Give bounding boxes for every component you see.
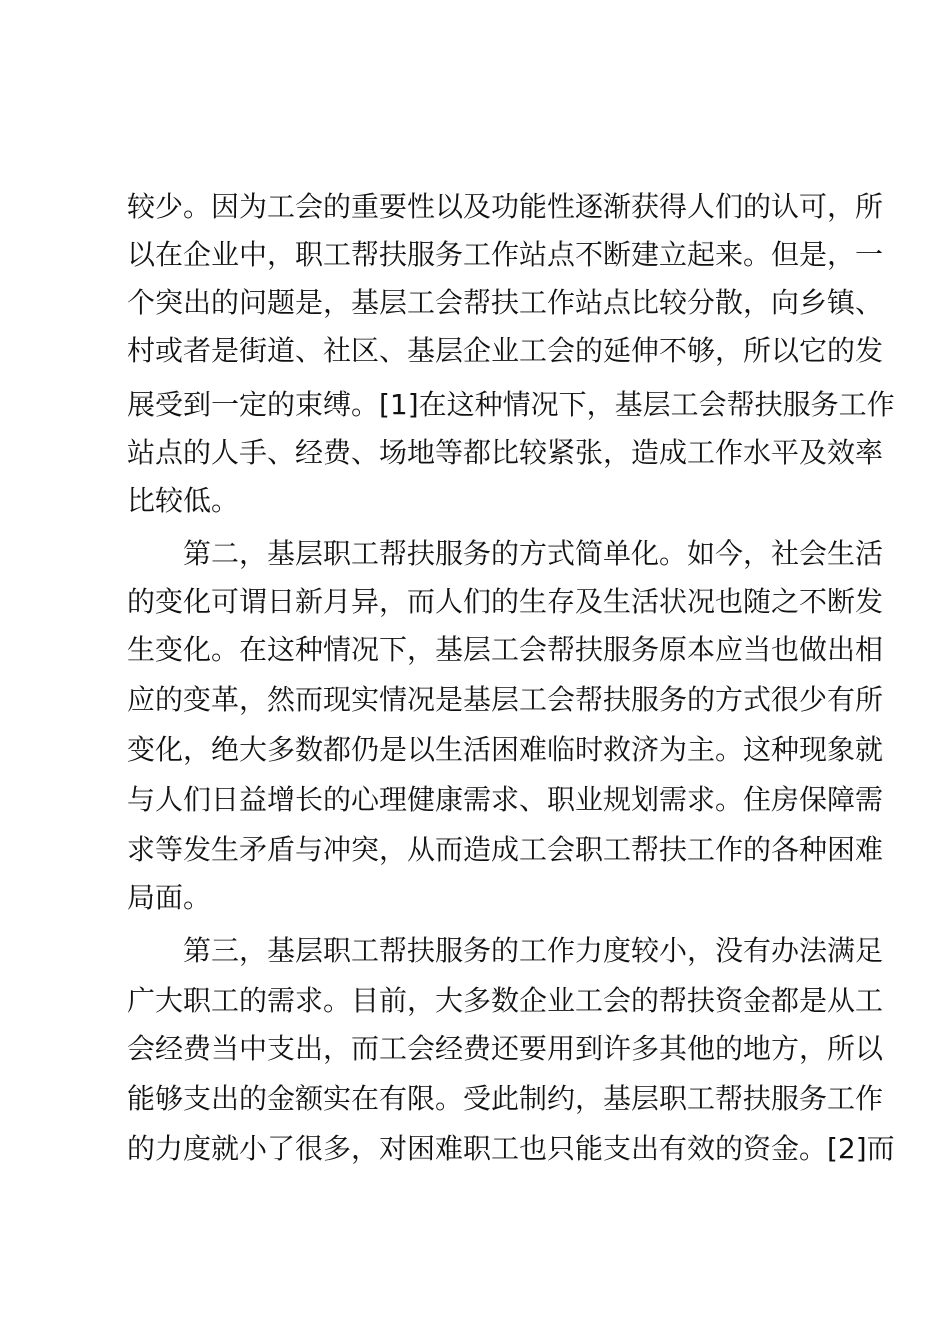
text-line: 应的变革，然而现实情况是基层工会帮扶服务的方式很少有所 [127, 683, 884, 716]
text-line: 较少。因为工会的重要性以及功能性逐渐获得人们的认可，所 [127, 190, 884, 223]
text-line: 生变化。在这种情况下，基层工会帮扶服务原本应当也做出相 [127, 633, 884, 666]
text-line: 会经费当中支出，而工会经费还要用到许多其他的地方，所以 [127, 1032, 884, 1065]
text-line: 个突出的问题是，基层工会帮扶工作站点比较分散，向乡镇、 [127, 286, 884, 319]
text-line: 变化，绝大多数都仍是以生活困难临时救济为主。这种现象就 [127, 733, 884, 766]
text-line: 以在企业中，职工帮扶服务工作站点不断建立起来。但是，一 [127, 238, 884, 271]
text-line: 站点的人手、经费、场地等都比较紧张，造成工作水平及效率 [127, 436, 884, 469]
paragraph-first-line: 第三，基层职工帮扶服务的工作力度较小，没有办法满足 [183, 934, 884, 967]
text-line: 的变化可谓日新月异，而人们的生存及生活状况也随之不断发 [127, 585, 884, 618]
text-line: 与人们日益增长的心理健康需求、职业规划需求。住房保障需 [127, 783, 884, 816]
text-line: 局面。 [127, 881, 212, 914]
text-line: 的力度就小了很多，对困难职工也只能支出有效的资金。[2]而 [127, 1132, 895, 1165]
paragraph-first-line: 第二，基层职工帮扶服务的方式简单化。如今，社会生活 [183, 537, 884, 570]
text-line: 展受到一定的束缚。[1]在这种情况下，基层工会帮扶服务工作 [127, 388, 895, 421]
text-line: 广大职工的需求。目前，大多数企业工会的帮扶资金都是从工 [127, 984, 884, 1017]
text-line: 能够支出的金额实在有限。受此制约，基层职工帮扶服务工作 [127, 1082, 884, 1115]
text-line: 求等发生矛盾与冲突，从而造成工会职工帮扶工作的各种困难 [127, 833, 884, 866]
text-line: 比较低。 [127, 484, 240, 517]
text-line: 村或者是街道、社区、基层企业工会的延伸不够，所以它的发 [127, 334, 884, 367]
